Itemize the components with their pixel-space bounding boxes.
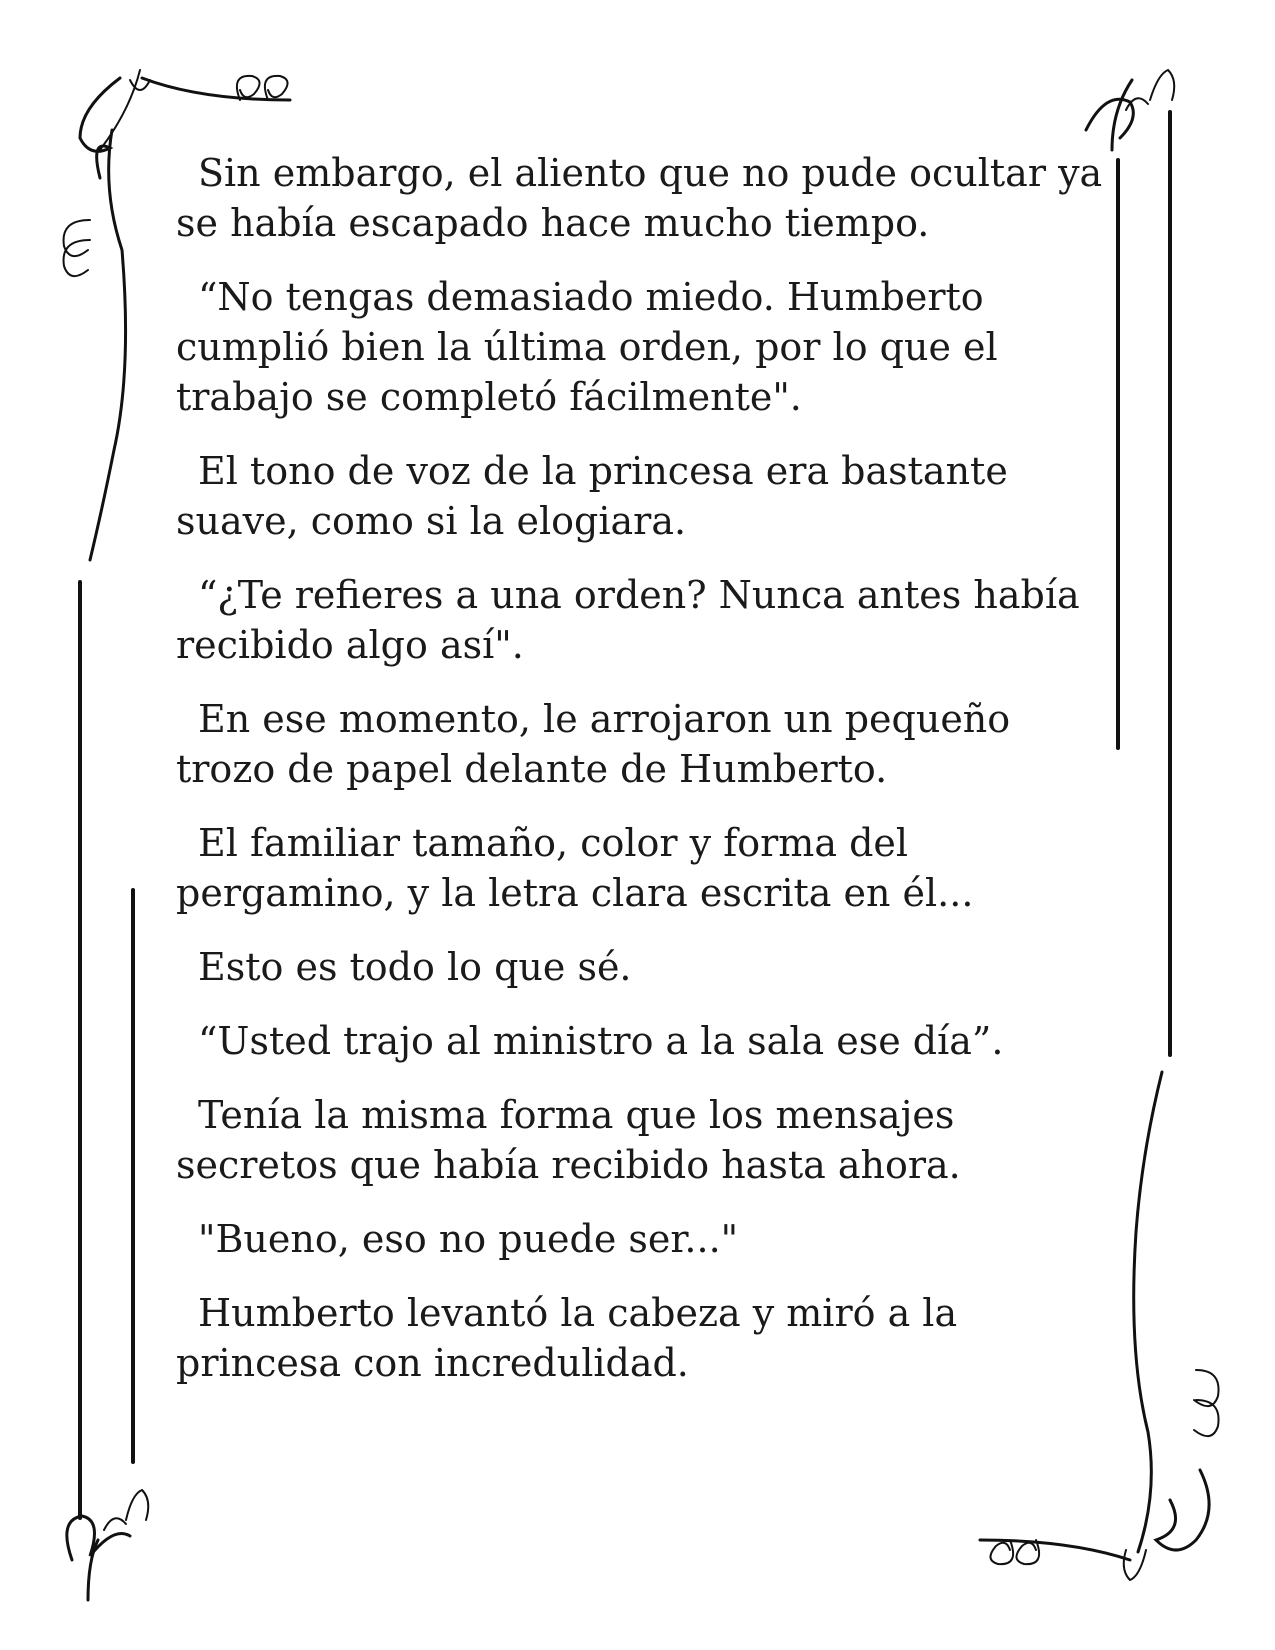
paragraph-4: “¿Te refieres a una orden? Nunca antes había recibido algo así".	[176, 573, 1080, 667]
paragraph-9: Tenía la misma forma que los mensajes secretos que había recibido hasta ahora.	[176, 1093, 961, 1187]
paragraph-7: Esto es todo lo que sé.	[198, 945, 632, 989]
paragraph-8: “Usted trajo al ministro a la sala ese día”.	[198, 1019, 1004, 1063]
paragraph-11: Humberto levantó la cabeza y miró a la princesa con incredulidad.	[176, 1291, 958, 1385]
paragraph-2: “No tengas demasiado miedo. Humberto cumplió bien la última orden, por lo que el trabajo se completó fácilmente".	[176, 275, 998, 419]
paragraph-1: Sin embargo, el aliento que no pude ocultar ya se había escapado hace mucho tiempo.	[176, 151, 1103, 245]
paragraph-5: En ese momento, le arrojaron un pequeño trozo de papel delante de Humberto.	[176, 697, 1011, 791]
paragraph-3: El tono de voz de la princesa era bastante suave, como si la elogiara.	[176, 449, 1008, 543]
paragraph-10: "Bueno, eso no puede ser..."	[198, 1217, 739, 1261]
paragraph-6: El familiar tamaño, color y forma del pergamino, y la letra clara escrita en él...	[176, 821, 974, 915]
story-text	[176, 148, 1106, 1412]
top-right-flourish	[1086, 70, 1174, 150]
